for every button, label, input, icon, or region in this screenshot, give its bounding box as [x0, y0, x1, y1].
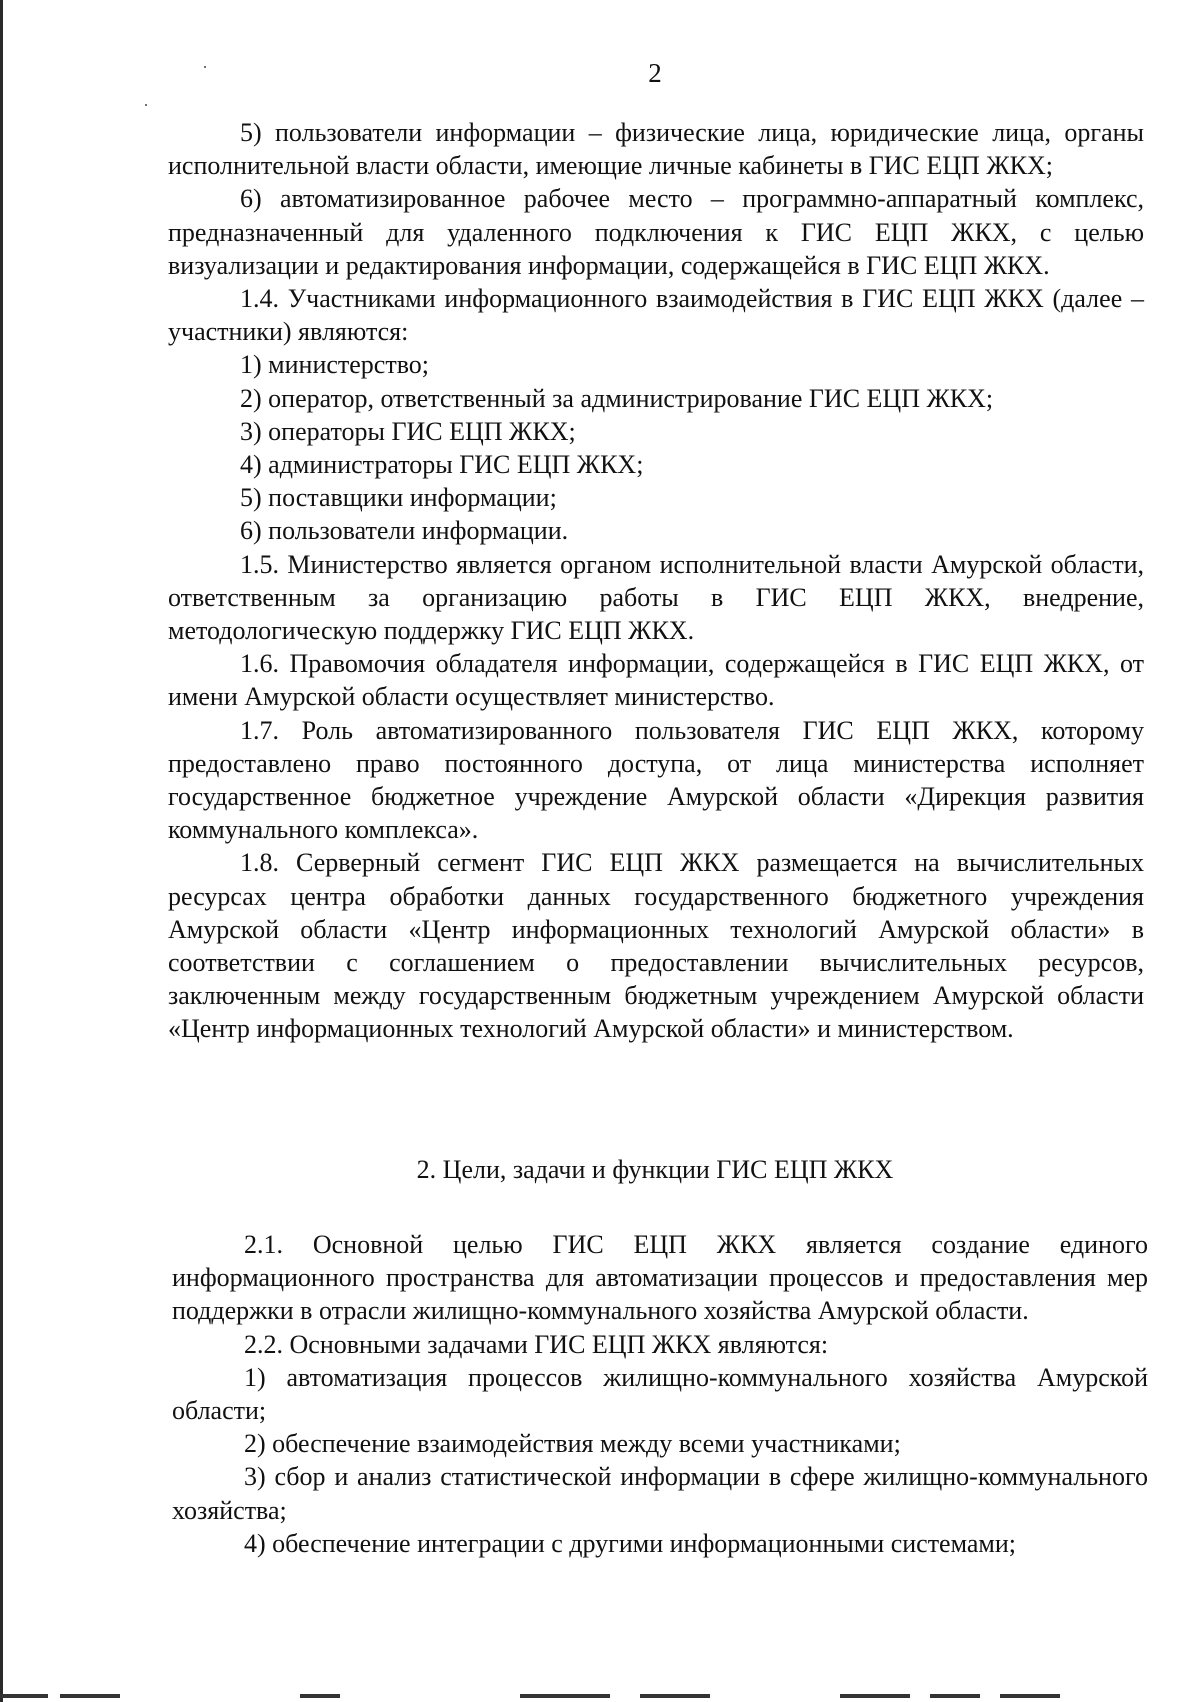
- paragraph-1-5: 1.5. Министерство является органом исполнительной власти Амурской области, ответственным за организацию работы в ГИС ЕЦП ЖКХ, внедрение, методологическую поддержку ГИС ЕЦП ЖКХ.: [168, 549, 1144, 646]
- document-body-top: [168, 116, 1144, 1046]
- list-item-task-1: 1) автоматизация процессов жилищно-коммунального хозяйства Амурской области;: [172, 1362, 1148, 1426]
- paragraph-definition-5: 5) пользователи информации – физические лица, юридические лица, органы исполнительной власти области, имеющие личные кабинеты в ГИС ЕЦП ЖКХ;: [168, 118, 1144, 181]
- page-number: 2: [648, 58, 662, 88]
- paragraph-1-7: 1.7. Роль автоматизированного пользователя ГИС ЕЦП ЖКХ, которому предоставлено право постоянного доступа, от лица министерства исполняет государственное бюджетное учреждение Амурской области «Дирекция развития коммунального комплекса».: [168, 715, 1144, 845]
- scan-speck: [145, 104, 147, 106]
- paragraph-1-8: 1.8. Серверный сегмент ГИС ЕЦП ЖКХ размещается на вычислительных ресурсах центра обработки данных государственного бюджетного учреждения Амурской области «Центр информационных технологий Амурской области» в соответствии с соглашением о предоставлении вычислительных ресурсов, заключенным между государственным бюджетным учреждением Амурской области «Центр информационных технологий Амурской области» и министерством.: [168, 848, 1144, 1044]
- list-item-participant-3: 3) операторы ГИС ЕЦП ЖКХ;: [240, 416, 576, 446]
- scan-bottom-artifact: [0, 1690, 1200, 1702]
- list-item-participant-5: 5) поставщики информации;: [240, 483, 557, 513]
- list-item-participant-1: 1) министерство;: [240, 350, 430, 380]
- paragraph-2-2: 2.2. Основными задачами ГИС ЕЦП ЖКХ являются:: [244, 1329, 829, 1359]
- list-item-participant-2: 2) оператор, ответственный за администрирование ГИС ЕЦП ЖКХ;: [240, 383, 994, 413]
- list-item-task-4: 4) обеспечение интеграции с другими информационными системами;: [244, 1528, 1017, 1558]
- paragraph-2-1: 2.1. Основной целью ГИС ЕЦП ЖКХ является создание единого информационного пространства для автоматизации процессов и предоставления мер поддержки в отрасли жилищно-коммунального хозяйства Амурской области.: [172, 1230, 1148, 1326]
- paragraph-1-6: 1.6. Правомочия обладателя информации, содержащейся в ГИС ЕЦП ЖКХ, от имени Амурской области осуществляет министерство.: [168, 649, 1144, 712]
- list-item-task-3: 3) сбор и анализ статистической информации в сфере жилищно-коммунального хозяйства;: [172, 1462, 1148, 1525]
- paragraph-definition-6: 6) автоматизированное рабочее место – программно-аппаратный комплекс, предназначенный для удаленного подключения к ГИС ЕЦП ЖКХ, с целью визуализации и редактирования информации, содержащейся в ГИС ЕЦП ЖКХ.: [168, 184, 1144, 280]
- list-item-participant-6: 6) пользователи информации.: [240, 516, 569, 546]
- document-body-bottom: [172, 1228, 1148, 1560]
- list-item-task-2: 2) обеспечение взаимодействия между всеми участниками;: [244, 1429, 901, 1459]
- section-heading: 2. Цели, задачи и функции ГИС ЕЦП ЖКХ: [416, 1155, 894, 1184]
- scan-left-edge: [0, 0, 3, 1702]
- paragraph-1-4: 1.4. Участниками информационного взаимодействия в ГИС ЕЦП ЖКХ (далее – участники) являются:: [168, 284, 1144, 347]
- list-item-participant-4: 4) администраторы ГИС ЕЦП ЖКХ;: [240, 450, 644, 480]
